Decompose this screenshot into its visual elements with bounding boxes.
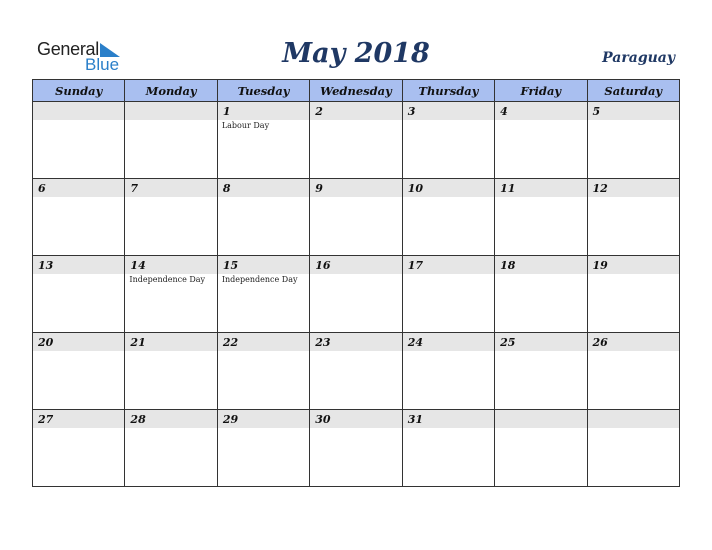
holiday-label: Independence Day [129, 275, 206, 284]
holiday-label [310, 428, 401, 429]
day-cell [587, 256, 679, 333]
day-number: 16 [310, 256, 401, 274]
day-number [495, 410, 586, 428]
day-number: 9 [310, 179, 401, 197]
day-cell [310, 102, 402, 179]
day-number: 23 [310, 333, 401, 351]
day-cell [125, 256, 217, 333]
holiday-label [125, 351, 216, 352]
day-number: 4 [495, 102, 586, 120]
day-cell [310, 333, 402, 410]
day-number: 13 [33, 256, 124, 274]
day-cell [495, 410, 587, 487]
day-cell [33, 410, 125, 487]
day-number: 20 [33, 333, 124, 351]
holiday-label [588, 274, 679, 275]
day-cell [402, 410, 494, 487]
day-cell [125, 102, 217, 179]
day-number: 5 [588, 102, 679, 120]
week-row [33, 102, 680, 179]
day-cell [495, 333, 587, 410]
day-number: 6 [33, 179, 124, 197]
day-cell [310, 179, 402, 256]
day-number: 11 [495, 179, 586, 197]
holiday-label [588, 120, 679, 121]
month-calendar [32, 79, 680, 487]
holiday-label [495, 274, 586, 275]
calendar-title: May 2018 [282, 38, 430, 69]
logo-text-blue: Blue [85, 55, 120, 74]
day-number: 18 [495, 256, 586, 274]
day-number: 7 [125, 179, 216, 197]
holiday-label [495, 197, 586, 198]
holiday-label [403, 428, 494, 429]
day-cell [217, 256, 309, 333]
holiday-label [125, 428, 216, 429]
country-label: Paraguay [602, 50, 675, 66]
day-cell [495, 102, 587, 179]
day-cell [310, 256, 402, 333]
holiday-label [218, 197, 309, 198]
holiday-label [33, 274, 124, 275]
day-cell [217, 179, 309, 256]
weekday-monday: Monday [125, 80, 217, 102]
day-cell [587, 333, 679, 410]
holiday-label [588, 351, 679, 352]
day-number: 14 [125, 256, 216, 274]
day-number: 12 [588, 179, 679, 197]
weekday-saturday: Saturday [587, 80, 679, 102]
day-number: 19 [588, 256, 679, 274]
day-number: 15 [218, 256, 309, 274]
day-cell [495, 179, 587, 256]
day-cell [402, 179, 494, 256]
day-number: 22 [218, 333, 309, 351]
holiday-label [33, 351, 124, 352]
holiday-label [403, 197, 494, 198]
day-cell [125, 410, 217, 487]
day-number: 1 [218, 102, 309, 120]
day-number: 27 [33, 410, 124, 428]
holiday-label [310, 120, 401, 121]
day-cell [402, 256, 494, 333]
holiday-label [310, 274, 401, 275]
holiday-label [310, 197, 401, 198]
day-number [588, 410, 679, 428]
day-cell [402, 102, 494, 179]
holiday-label [33, 197, 124, 198]
holiday-label [588, 197, 679, 198]
holiday-label [310, 351, 401, 352]
week-row [33, 179, 680, 256]
calendar-body [33, 102, 680, 487]
holiday-label [588, 428, 679, 429]
holiday-label [218, 351, 309, 352]
day-number: 3 [403, 102, 494, 120]
day-number [125, 102, 216, 120]
weekday-tuesday: Tuesday [217, 80, 309, 102]
day-number: 31 [403, 410, 494, 428]
day-cell [587, 102, 679, 179]
logo-text-general: General [37, 39, 99, 59]
day-cell [587, 410, 679, 487]
holiday-label [218, 428, 309, 429]
day-cell [217, 410, 309, 487]
holiday-label: Independence Day [221, 275, 298, 284]
holiday-label [403, 351, 494, 352]
weekday-wednesday: Wednesday [310, 80, 402, 102]
weekday-thursday: Thursday [402, 80, 494, 102]
day-number: 21 [125, 333, 216, 351]
day-cell [33, 333, 125, 410]
day-cell [587, 179, 679, 256]
day-number: 2 [310, 102, 401, 120]
holiday-label [125, 120, 216, 121]
day-number: 24 [403, 333, 494, 351]
day-cell [125, 179, 217, 256]
day-number: 17 [403, 256, 494, 274]
holiday-label [403, 274, 494, 275]
weekday-sunday: Sunday [33, 80, 125, 102]
day-number: 25 [495, 333, 586, 351]
day-cell [125, 333, 217, 410]
day-cell [33, 179, 125, 256]
day-cell [217, 102, 309, 179]
holiday-label [495, 428, 586, 429]
day-number: 28 [125, 410, 216, 428]
day-cell [33, 256, 125, 333]
week-row [33, 333, 680, 410]
day-number: 29 [218, 410, 309, 428]
holiday-label: Labour Day [221, 121, 270, 130]
day-cell [402, 333, 494, 410]
week-row [33, 410, 680, 487]
day-cell [33, 102, 125, 179]
day-number: 30 [310, 410, 401, 428]
weekday-friday: Friday [495, 80, 587, 102]
holiday-label [33, 120, 124, 121]
holiday-label [125, 197, 216, 198]
holiday-label [403, 120, 494, 121]
day-number: 8 [218, 179, 309, 197]
day-number: 26 [588, 333, 679, 351]
day-cell [217, 333, 309, 410]
holiday-label [495, 351, 586, 352]
day-cell [495, 256, 587, 333]
holiday-label [495, 120, 586, 121]
day-number: 10 [403, 179, 494, 197]
week-row [33, 256, 680, 333]
day-number [33, 102, 124, 120]
weekday-header-row [33, 80, 680, 102]
holiday-label [33, 428, 124, 429]
day-cell [310, 410, 402, 487]
